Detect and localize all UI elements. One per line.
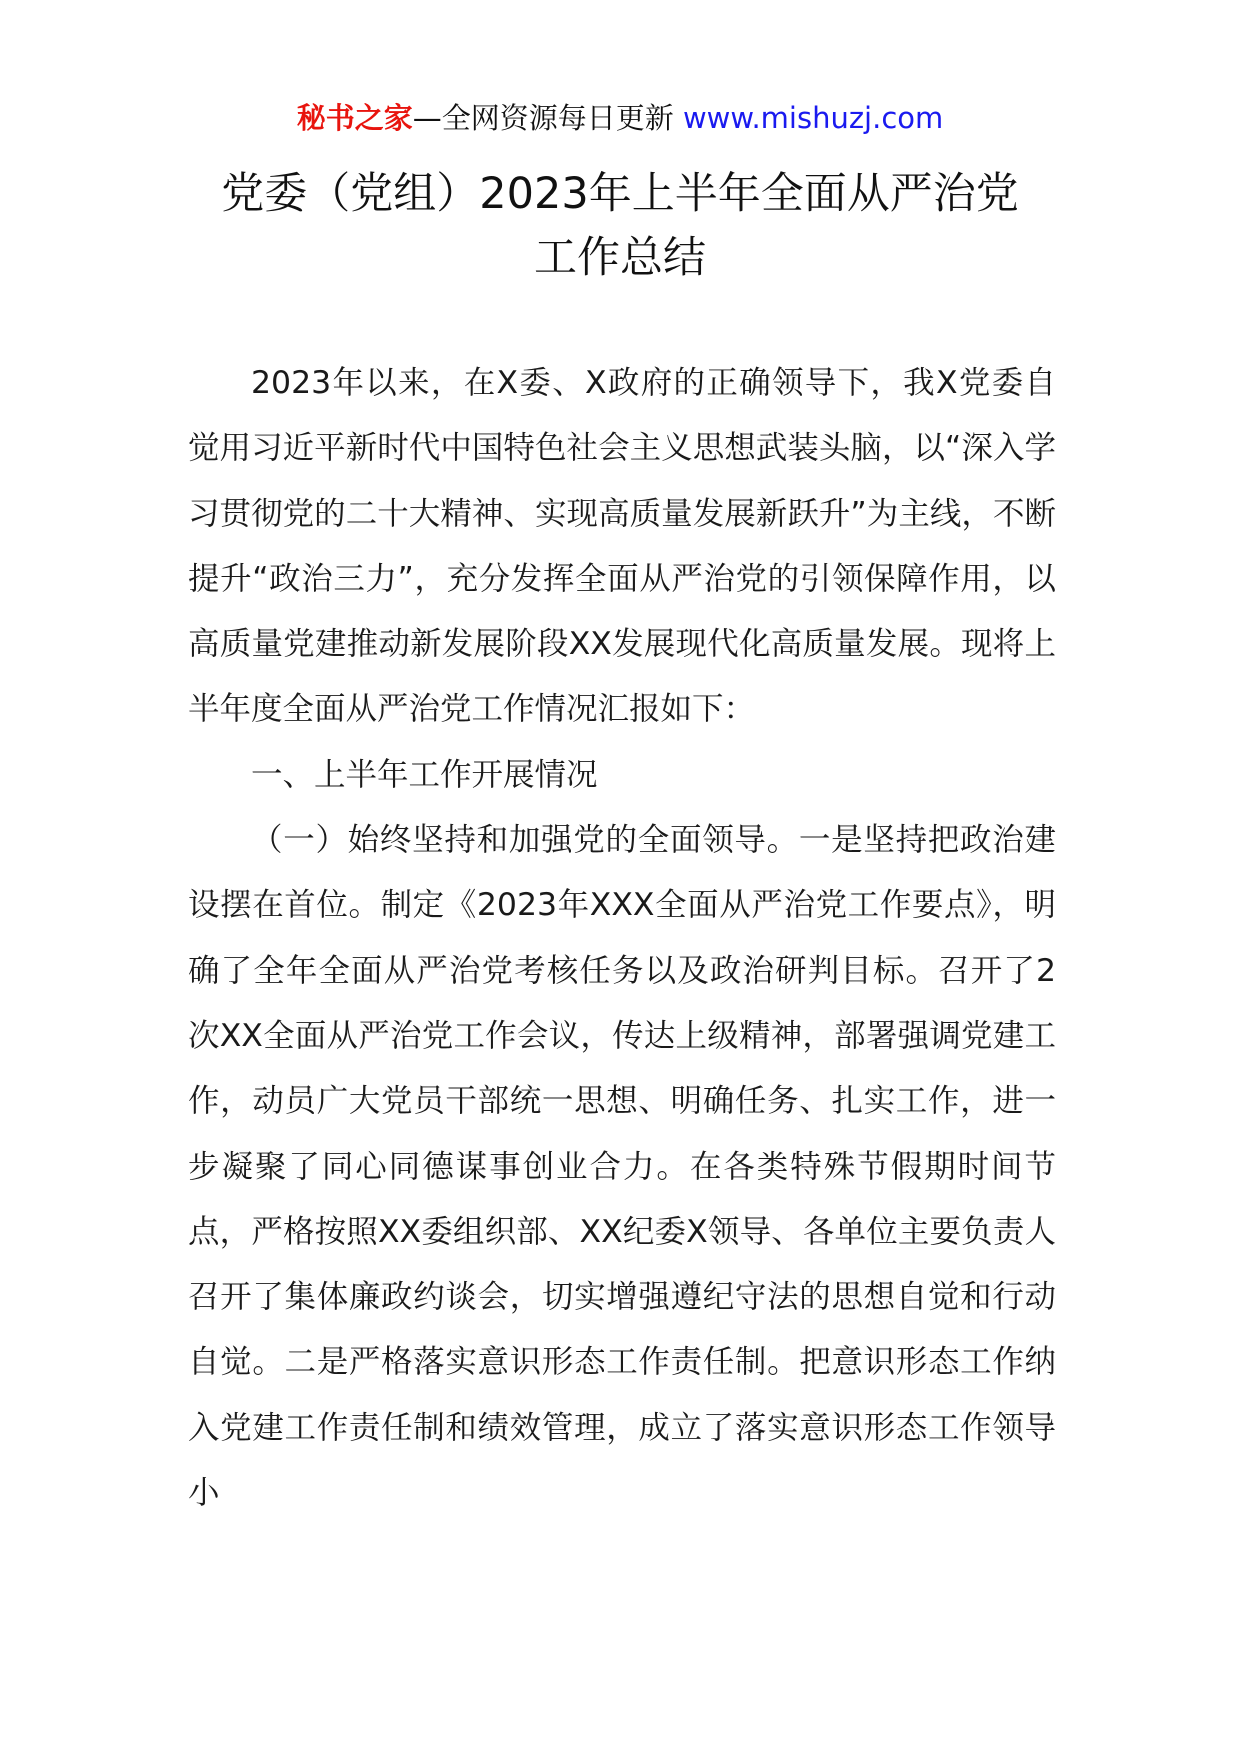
site-tagline: —全网资源每日更新	[412, 101, 674, 135]
site-url-link[interactable]: www.mishuzj.com	[682, 101, 944, 135]
title-line-1: 党委（党组）2023年上半年全面从严治党	[221, 169, 1019, 219]
title-line-2: 工作总结	[534, 233, 706, 283]
site-brand: 秘书之家	[296, 101, 413, 135]
section-heading: 一、上半年工作开展情况	[251, 756, 598, 793]
body-paragraph: （一）始终坚持和加强党的全面领导。一是坚持把政治建设摆在首位。制定《2023年XXX全面从严治党工作要点》，明确了全年全面从严治党考核任务以及政治研判目标。召开了2次XX全面从严治党工作会议，传达上级精神，部署强调党建工作，动员广大党员干部统一思想、明确任务、扎实工作，进一步凝聚了同心同德谋事创业合力。在各类特殊节假期时间节点，严格按照XX委组织部、XX纪委X领导、各单位主要负责人召开了集体廉政约谈会，切实增强遵纪守法的思想自觉和行动自觉。二是严格落实意识形态工作责任制。把意识形态工作纳入党建工作责任制和绩效管理，成立了落实意识形态工作领导小	[188, 822, 1056, 1512]
document-title	[120, 162, 1120, 290]
site-header	[0, 98, 1240, 138]
document-body	[188, 351, 1056, 1526]
intro-paragraph: 2023年以来，在X委、X政府的正确领导下，我X党委自觉用习近平新时代中国特色社会主义思想武装头脑，以“深入学习贯彻党的二十大精神、实现高质量发展新跃升”为主线，不断提升“政治三力”，充分发挥全面从严治党的引领保障作用，以高质量党建推动新发展阶段XX发展现代化高质量发展。现将上半年度全面从严治党工作情况汇报如下：	[188, 365, 1056, 728]
